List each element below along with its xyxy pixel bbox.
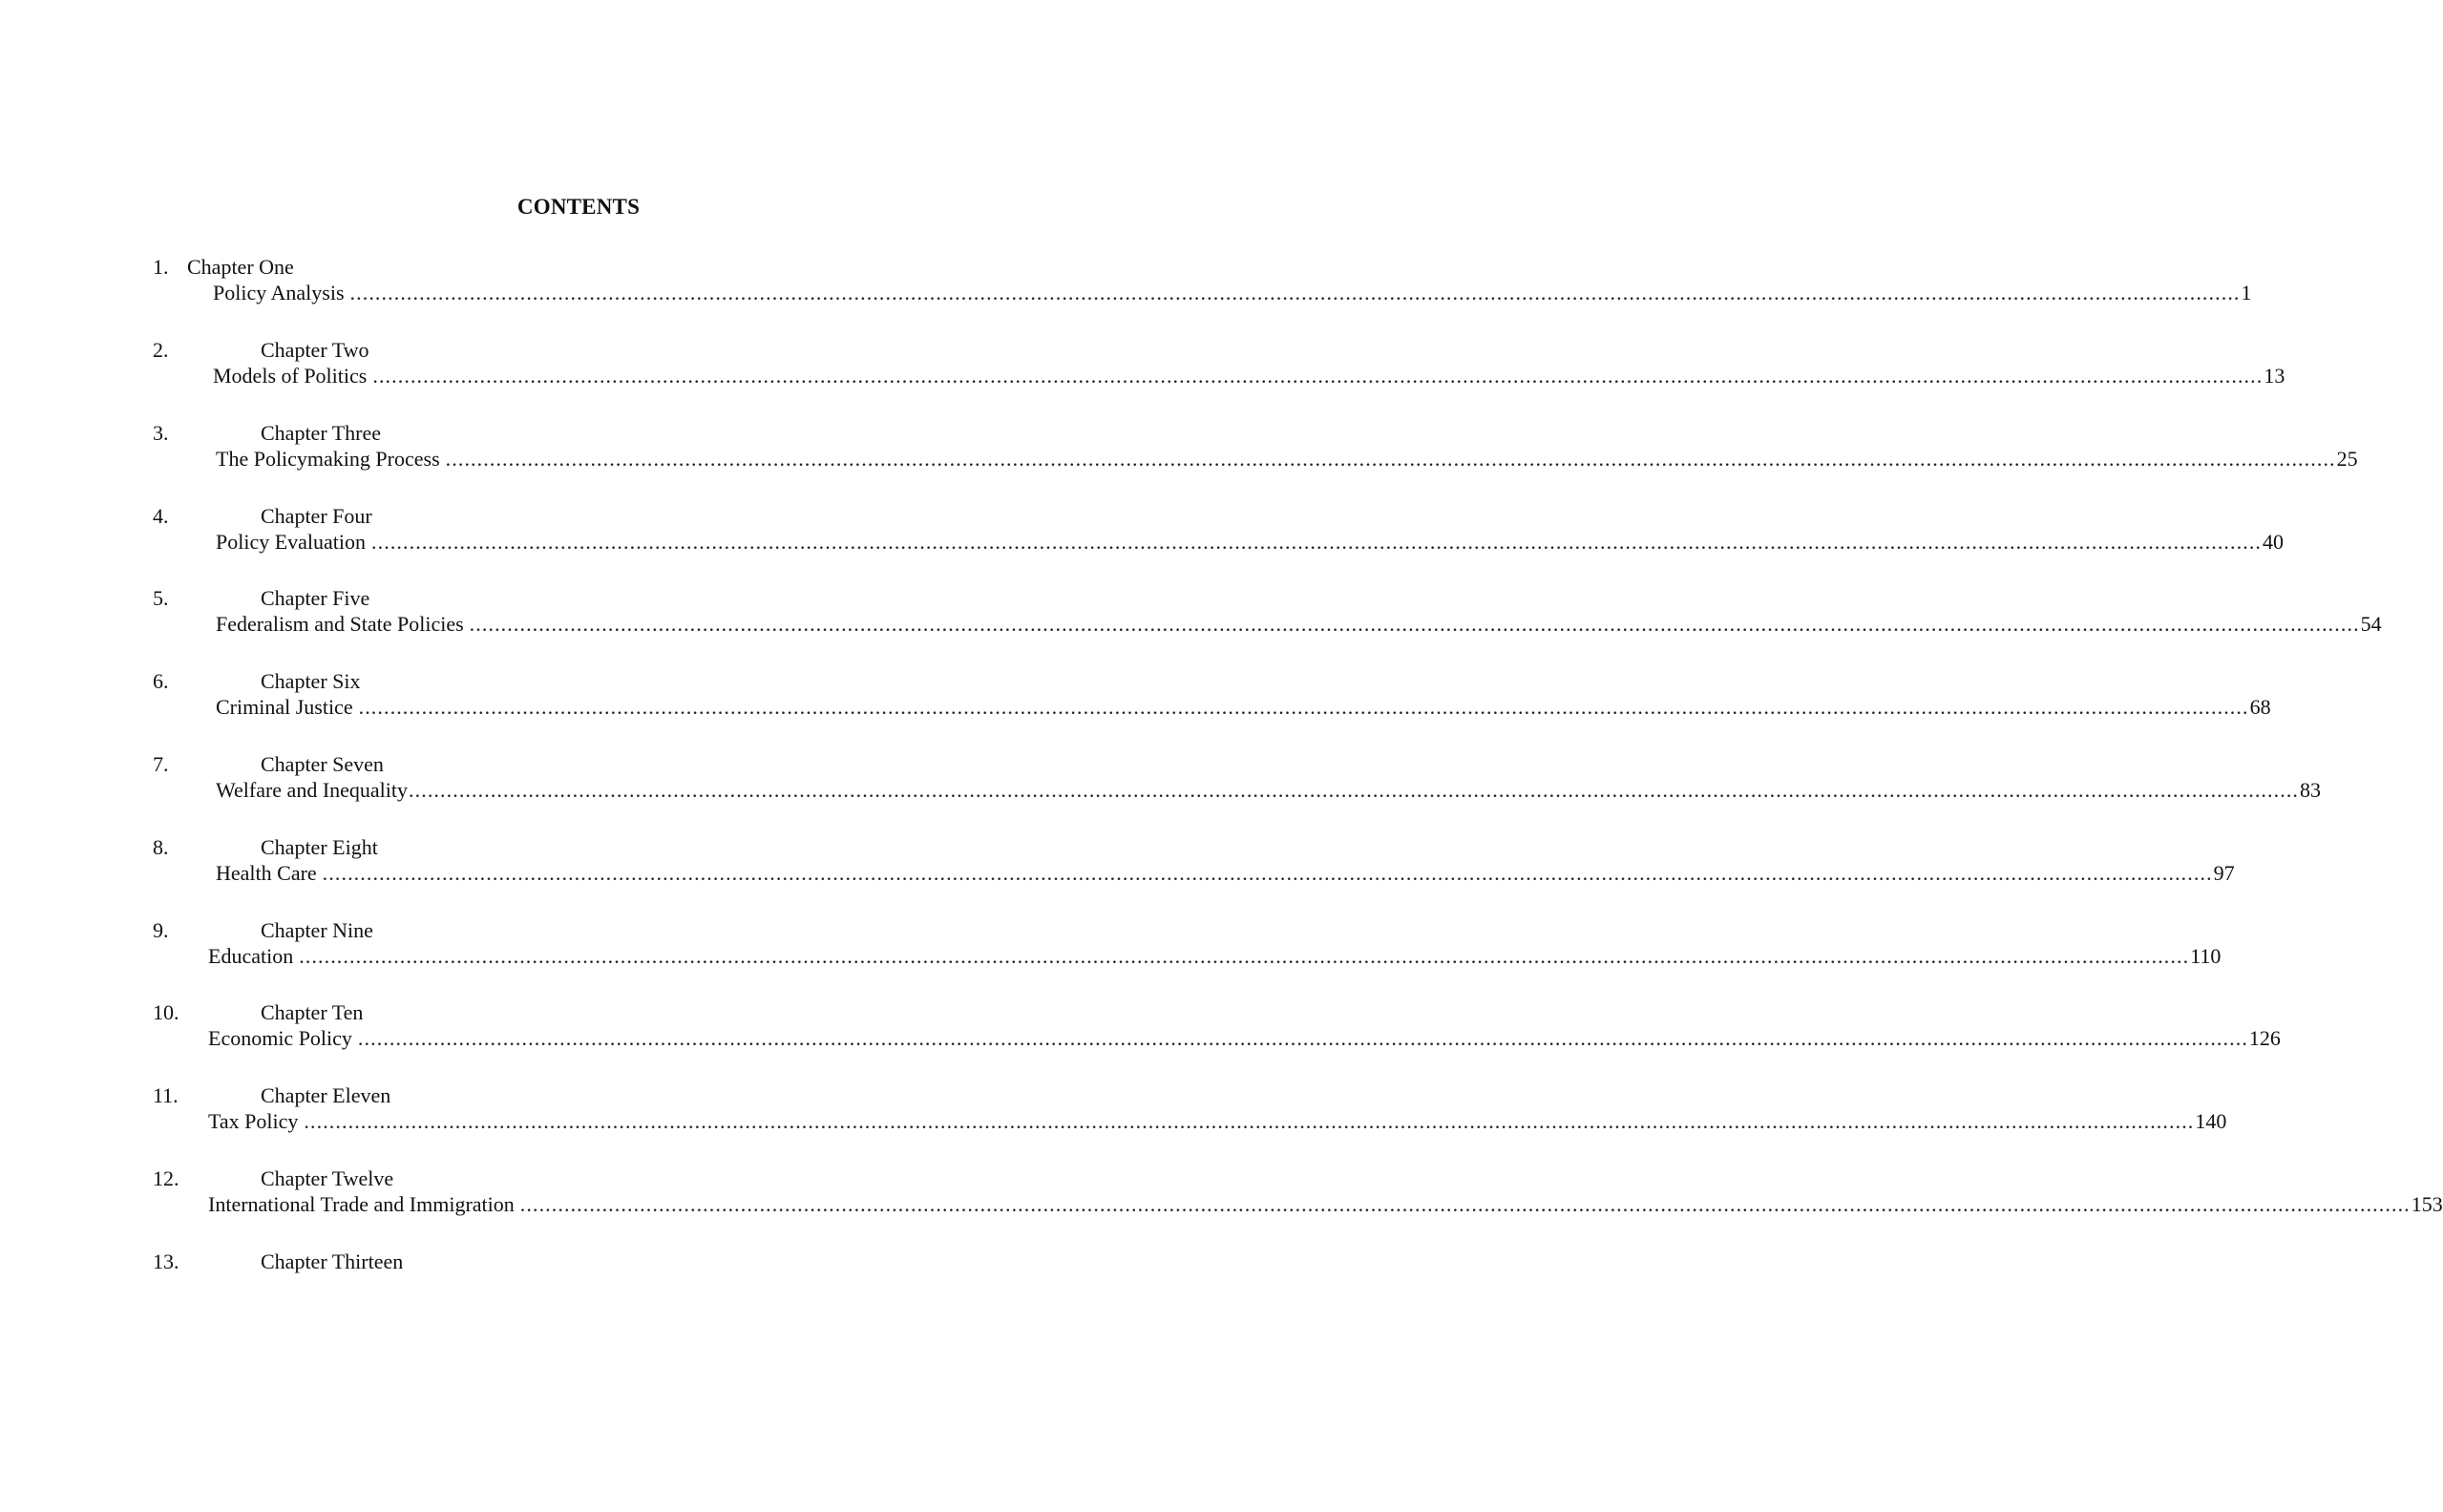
dot-leader: ............................................................................................................................................................................................................................................................................................................ [304, 1109, 2195, 1133]
chapter-label: Chapter One [187, 255, 294, 279]
chapter-title: Economic Policy [208, 1026, 352, 1050]
entry-number: 13. [153, 1250, 179, 1273]
toc-entry [0, 504, 2285, 561]
entry-number: 11. [153, 1083, 179, 1107]
chapter-title: Tax Policy [208, 1109, 299, 1133]
entry-number: 12. [153, 1166, 179, 1190]
dot-leader: ............................................................................................................................................................................................................................................................................................................ [371, 530, 2263, 554]
chapter-title: Welfare and Inequality [216, 778, 409, 802]
contents-heading: CONTENTS [516, 195, 641, 219]
chapter-label: Chapter Eight [261, 835, 378, 859]
toc-line [208, 1026, 2281, 1051]
toc-line [213, 281, 2252, 305]
entry-number: 6. [153, 669, 169, 693]
chapter-title: Policy Evaluation [216, 530, 367, 554]
toc-entry [0, 586, 2382, 643]
dot-leader: ............................................................................................................................................................................................................................................................................................................ [357, 1026, 2248, 1050]
entry-number: 9. [153, 918, 169, 942]
toc-entry [0, 1083, 2227, 1141]
page-number: 153 [2411, 1192, 2443, 1216]
page-number: 13 [2264, 364, 2285, 388]
dot-leader: ............................................................................................................................................................................................................................................................................................................ [299, 944, 2190, 968]
chapter-label: Chapter Eleven [261, 1083, 391, 1107]
chapter-label: Chapter Four [261, 504, 372, 528]
toc-entry [0, 669, 2271, 726]
dot-leader: ............................................................................................................................................................................................................................................................................................................ [519, 1192, 2411, 1216]
toc-line [216, 861, 2235, 886]
toc-line [208, 944, 2222, 969]
chapter-label: Chapter Twelve [261, 1166, 394, 1190]
chapter-title: Criminal Justice [216, 695, 353, 719]
toc-entry [0, 835, 2235, 892]
toc-entry [0, 338, 2285, 395]
page-number: 54 [2360, 612, 2382, 636]
page-number: 68 [2249, 695, 2271, 719]
dot-leader: ............................................................................................................................................................................................................................................................................................................ [445, 447, 2336, 471]
toc-entry [0, 255, 2252, 312]
page-number: 126 [2248, 1026, 2281, 1050]
dot-leader: ............................................................................................................................................................................................................................................................................................................ [469, 612, 2360, 636]
dot-leader: ............................................................................................................................................................................................................................................................................................................ [372, 364, 2264, 388]
toc-line [216, 695, 2271, 720]
entry-number: 1. [153, 255, 169, 279]
chapter-title: Health Care [216, 861, 317, 885]
chapter-title: The Policymaking Process [216, 447, 440, 471]
toc-line [216, 447, 2358, 472]
page-number: 1 [2241, 281, 2252, 304]
chapter-label: Chapter Six [261, 669, 361, 693]
chapter-title: International Trade and Immigration [208, 1192, 515, 1216]
chapter-label: Chapter Ten [261, 1000, 364, 1024]
entry-number: 4. [153, 504, 169, 528]
entry-number: 7. [153, 752, 169, 776]
page-number: 25 [2336, 447, 2358, 471]
chapter-title: Policy Analysis [213, 281, 345, 304]
toc-entry [0, 752, 2322, 809]
toc-entry [0, 1166, 2443, 1224]
dot-leader: ............................................................................................................................................................................................................................................................................................................ [409, 778, 2300, 802]
toc-entry [0, 1250, 1169, 1307]
entry-number: 8. [153, 835, 169, 859]
toc-line [213, 364, 2285, 388]
toc-line [216, 612, 2382, 637]
chapter-label: Chapter Three [261, 421, 382, 445]
entry-number: 2. [153, 338, 169, 362]
toc-entry [0, 421, 2358, 478]
page-number: 83 [2300, 778, 2322, 802]
dot-leader: ............................................................................................................................................................................................................................................................................................................ [358, 695, 2249, 719]
chapter-label: Chapter Five [261, 586, 370, 610]
chapter-title: Federalism and State Policies [216, 612, 464, 636]
page-number: 140 [2195, 1109, 2227, 1133]
entry-number: 5. [153, 586, 169, 610]
toc-line [208, 1109, 2227, 1134]
toc-line [216, 778, 2322, 803]
page-number: 110 [2190, 944, 2222, 968]
page-number: 40 [2263, 530, 2285, 554]
dot-leader: ............................................................................................................................................................................................................................................................................................................ [322, 861, 2213, 885]
dot-leader: ............................................................................................................................................................................................................................................................................................................ [349, 281, 2241, 304]
chapter-title: Models of Politics [213, 364, 368, 388]
entry-number: 10. [153, 1000, 179, 1024]
chapter-label: Chapter Nine [261, 918, 373, 942]
chapter-title: Education [208, 944, 294, 968]
entry-number: 3. [153, 421, 169, 445]
chapter-label: Chapter Seven [261, 752, 384, 776]
toc-line [208, 1192, 2443, 1217]
toc-entry [0, 1000, 2281, 1058]
toc-line [216, 530, 2285, 555]
page-number: 97 [2213, 861, 2235, 885]
chapter-label: Chapter Thirteen [261, 1250, 404, 1273]
toc-entry [0, 918, 2222, 976]
chapter-label: Chapter Two [261, 338, 369, 362]
